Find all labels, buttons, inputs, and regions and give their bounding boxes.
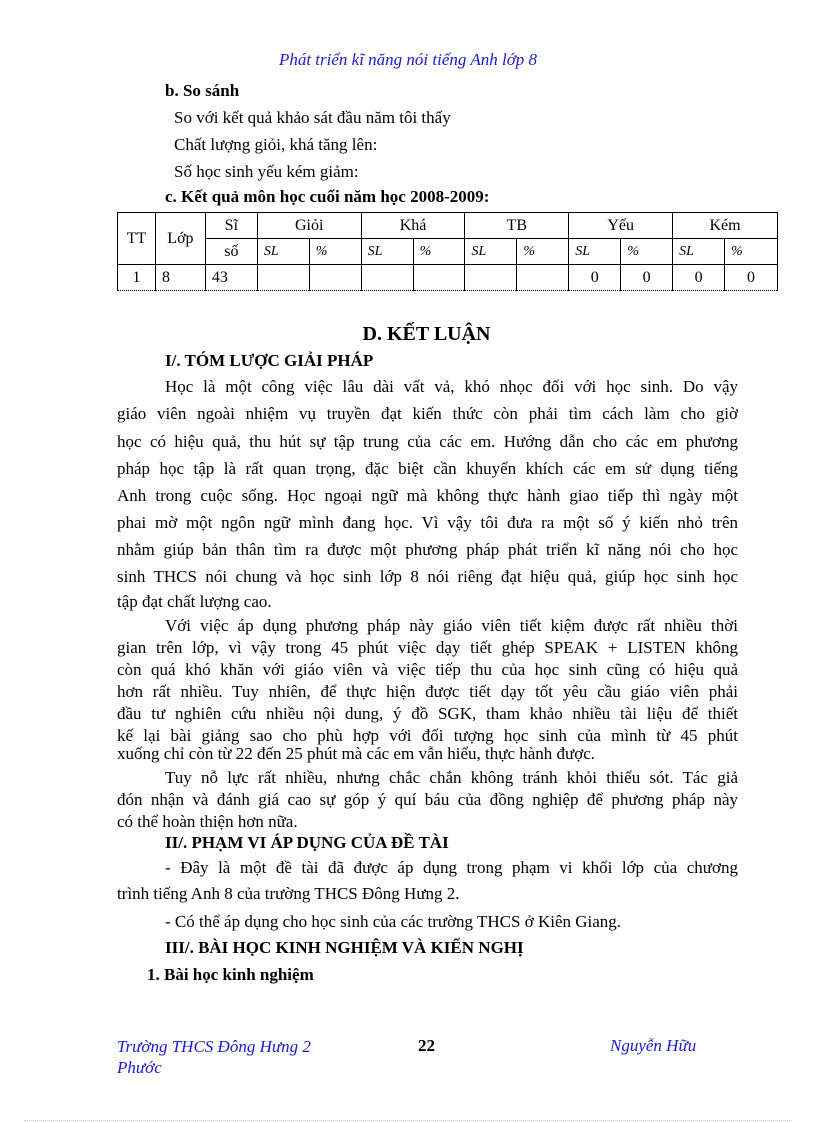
- page-number: 22: [418, 1036, 435, 1055]
- sub-sl: SL: [465, 239, 517, 265]
- subheading: 1. Bài học kinh nghiệm: [147, 965, 314, 984]
- paragraph-line: có thể hoàn thiện hơn nữa.: [117, 812, 298, 831]
- paragraph-line: Anh trong cuộc sống. Học ngoại ngữ mà không thực hành giao tiếp thì ngày một: [117, 486, 738, 505]
- cell-kem-sl: 0: [673, 265, 725, 291]
- cell-siso: 43: [205, 265, 257, 291]
- comparison-line: Chất lượng giỏi, khá tăng lên:: [174, 135, 378, 154]
- header-kem: Kém: [673, 213, 778, 239]
- header-siso-2: số: [205, 239, 257, 265]
- header-tt: TT: [118, 213, 156, 265]
- paragraph-line: kế lại bài giảng sao cho phù hợp với đối tượng học sinh của mình từ 45 phút: [117, 726, 738, 745]
- paragraph-line: đón nhận và đánh giá cao sự góp ý quí báu của đồng nghiệp để phương pháp này: [117, 790, 738, 809]
- paragraph-line: Với việc áp dụng phương pháp này giáo viên tiết kiệm được rất nhiều thời: [165, 616, 738, 635]
- scope-line: trình tiếng Anh 8 của trường THCS Đông Hưng 2.: [117, 884, 460, 903]
- paragraph-line: giáo viên ngoài nhiệm vụ truyền đạt kiến thức còn phải tìm cách làm cho giờ: [117, 404, 738, 423]
- page-bottom-border: [24, 1120, 792, 1121]
- running-header: Phát triển kĩ năng nói tiếng Anh lớp 8: [278, 50, 538, 69]
- results-table: [117, 212, 778, 291]
- cell-tt: 1: [118, 265, 156, 291]
- conclusion-title: D. KẾT LUẬN: [362, 323, 491, 345]
- section3-heading: III/. BÀI HỌC KINH NGHIỆM VÀ KIẾN NGHỊ: [165, 938, 524, 957]
- sub-sl: SL: [257, 239, 309, 265]
- sub-sl: SL: [673, 239, 725, 265]
- header-gioi: Giỏi: [257, 213, 361, 239]
- header-siso-1: Sĩ: [205, 213, 257, 239]
- sub-pct: %: [517, 239, 569, 265]
- comparison-line: So với kết quả khảo sát đầu năm tôi thấy: [174, 108, 451, 127]
- cell-tb-pct: [517, 265, 569, 291]
- paragraph-line: xuống chỉ còn từ 22 đến 25 phút mà các em vẫn hiểu, thực hành được.: [117, 744, 596, 763]
- sub-pct: %: [309, 239, 361, 265]
- cell-yeu-sl: 0: [569, 265, 621, 291]
- footer-school-line2: Phước: [117, 1058, 162, 1077]
- paragraph-line: pháp học tập là rất quan trọng, đặc biệt cần khuyến khích các em sử dụng tiếng: [117, 459, 738, 478]
- footer-author: Nguyễn Hữu: [610, 1036, 697, 1055]
- paragraph-line: phai mờ một ngôn ngữ mình đang học. Vì vậy tôi đưa ra một số ý kiến nhỏ trên: [117, 513, 738, 532]
- paragraph-line: đầu tư nghiên cứu nhiều nội dung, ý đồ SGK, tham khảo nhiều tài liệu để thiết: [117, 704, 738, 723]
- cell-tb-sl: [465, 265, 517, 291]
- section1-heading: I/. TÓM LƯỢC GIẢI PHÁP: [165, 351, 374, 370]
- paragraph-line: học có hiệu quả, thu hút sự tập trung của các em. Hướng dẫn cho các em phương: [117, 432, 738, 451]
- section2-heading: II/. PHẠM VI ÁP DỤNG CỦA ĐỀ TÀI: [165, 833, 449, 852]
- table-row: [118, 265, 778, 291]
- header-yeu: Yếu: [569, 213, 673, 239]
- cell-kem-pct: 0: [725, 265, 778, 291]
- header-lop: Lớp: [155, 213, 205, 265]
- footer-school-line1: Trường THCS Đông Hưng 2: [117, 1037, 311, 1056]
- header-kha: Khá: [361, 213, 465, 239]
- paragraph-line: Học là một công việc lâu dài vất vả, khó nhọc đối với học sinh. Do vậy: [165, 377, 738, 396]
- sub-sl: SL: [569, 239, 621, 265]
- sub-pct: %: [621, 239, 673, 265]
- paragraph-line: gian trên lớp, vì vậy trong 45 phút việc dạy tiết ghép SPEAK + LISTEN không: [117, 638, 738, 657]
- paragraph-line: nhằm giúp bản thân tìm ra được một phương pháp phát triển kĩ năng nói cho học: [117, 540, 738, 559]
- paragraph-line: tập đạt chất lượng cao.: [117, 592, 272, 611]
- paragraph-line: hơn rất nhiều. Tuy nhiên, để thực hiện được tiết dạy tốt yêu cầu giáo viên phải: [117, 682, 738, 701]
- sub-sl: SL: [361, 239, 413, 265]
- scope-line: - Đây là một đề tài đã được áp dụng trong phạm vi khối lớp của chương: [165, 858, 738, 877]
- results-heading: c. Kết quả môn học cuối năm học 2008-2009:: [165, 187, 490, 206]
- cell-yeu-pct: 0: [621, 265, 673, 291]
- table-subheader-row: [118, 239, 778, 265]
- cell-lop: 8: [155, 265, 205, 291]
- comparison-line: Số học sinh yếu kém giảm:: [174, 162, 359, 181]
- paragraph-line: sinh THCS nói chung và học sinh lớp 8 nói riêng đạt hiệu quả, giúp học sinh học: [117, 567, 738, 586]
- comparison-heading: b. So sánh: [165, 81, 240, 100]
- cell-gioi-sl: [257, 265, 309, 291]
- paragraph-line: còn quá khó khăn với giáo viên và việc tiếp thu của học sinh cũng có hiệu quả: [117, 660, 738, 679]
- cell-kha-pct: [413, 265, 465, 291]
- scope-line: - Có thể áp dụng cho học sinh của các trường THCS ở Kiên Giang.: [165, 912, 622, 931]
- table-header-row: [118, 213, 778, 239]
- cell-kha-sl: [361, 265, 413, 291]
- cell-gioi-pct: [309, 265, 361, 291]
- paragraph-line: Tuy nỗ lực rất nhiều, nhưng chắc chắn không tránh khỏi thiếu sót. Tác giả: [165, 768, 738, 787]
- sub-pct: %: [413, 239, 465, 265]
- sub-pct: %: [725, 239, 778, 265]
- header-tb: TB: [465, 213, 569, 239]
